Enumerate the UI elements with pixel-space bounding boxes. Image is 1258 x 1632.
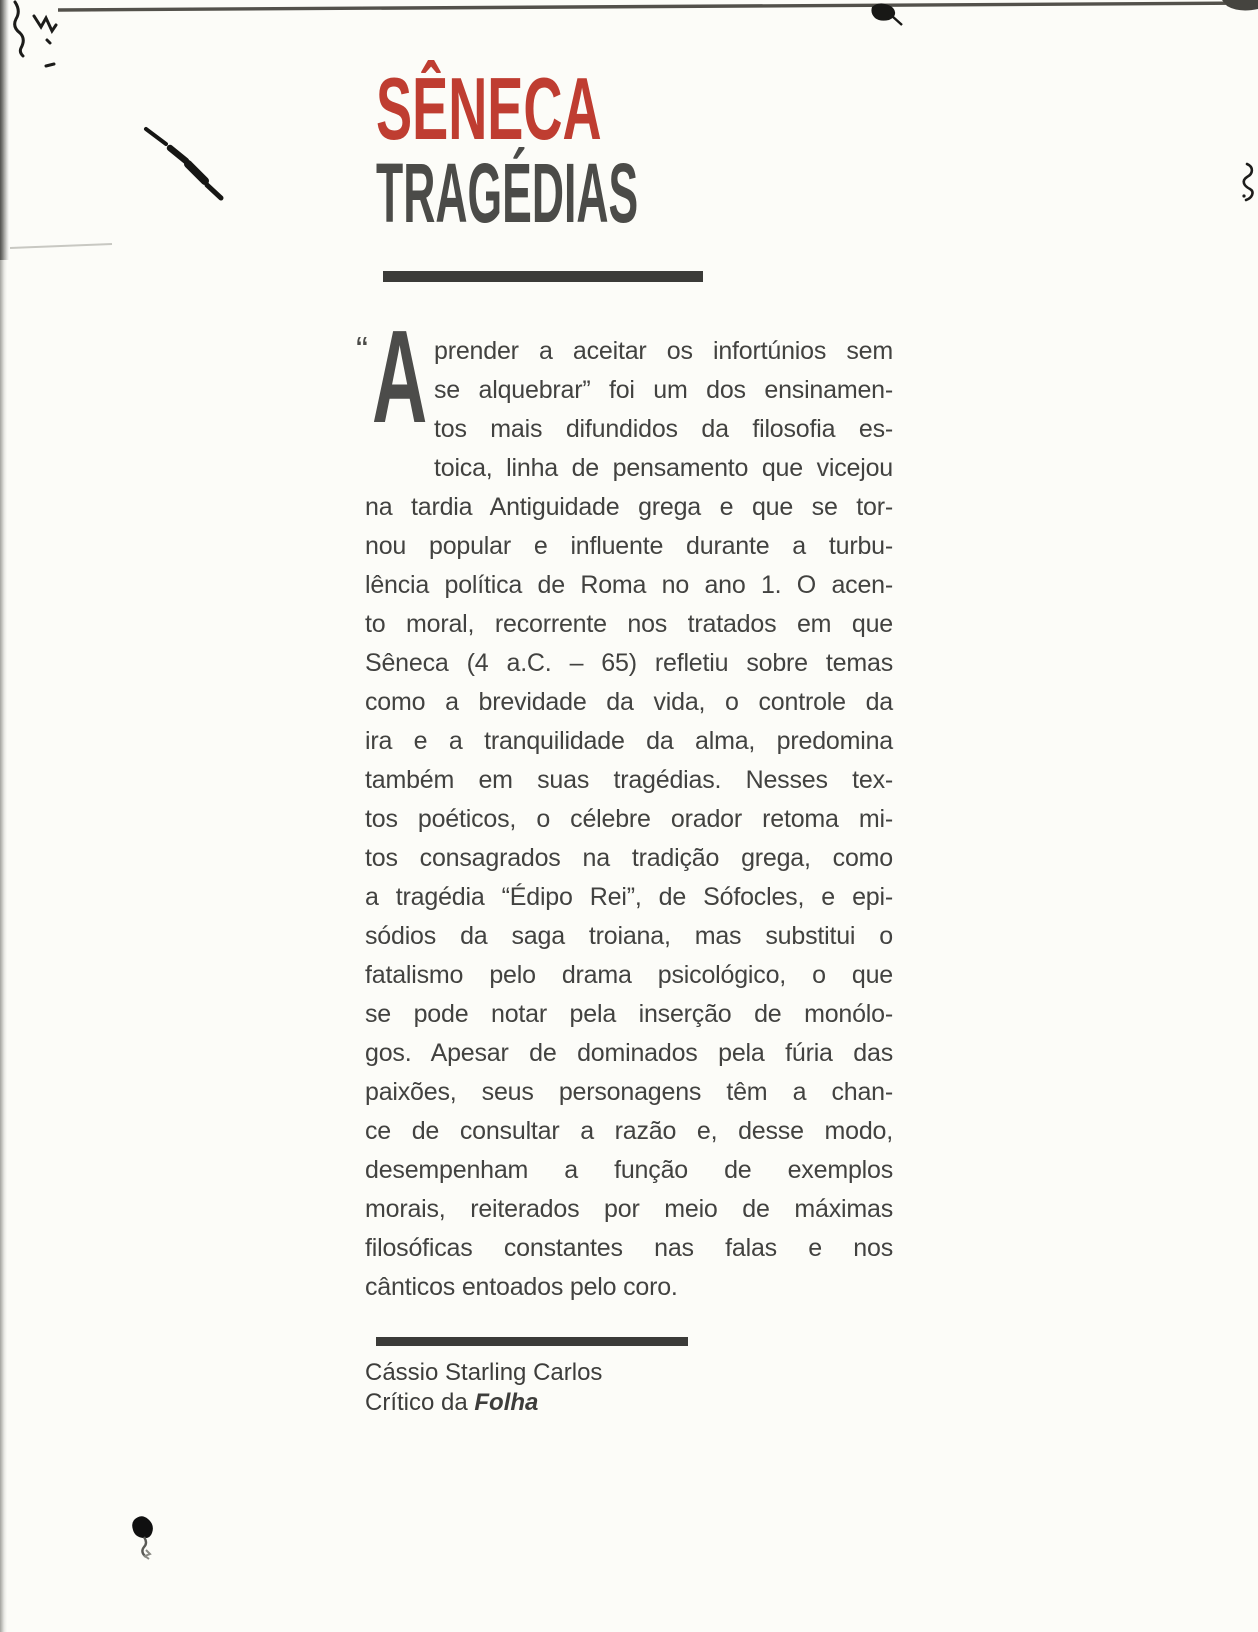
byline-role-text: Crítico da	[365, 1389, 475, 1416]
book-subtitle: TRAGÉDIAS	[376, 146, 639, 240]
book-title: SÊNECA	[376, 59, 602, 158]
body-line: filosóficas constantes nas falas e nos	[365, 1234, 893, 1262]
body-line: lência política de Roma no ano 1. O acen-	[365, 571, 893, 599]
body-line: a tragédia “Édipo Rei”, de Sófocles, e epi-	[365, 883, 893, 911]
title-divider-rule	[383, 271, 703, 282]
body-line: também em suas tragédias. Nesses tex-	[365, 766, 893, 794]
body-line: gos. Apesar de dominados pela fúria das	[365, 1039, 893, 1067]
byline-role	[365, 1388, 602, 1418]
body-line: toica, linha de pensamento que vicejou	[434, 454, 893, 482]
body-line: tos poéticos, o célebre orador retoma mi-	[365, 805, 893, 833]
body-line: fatalismo pelo drama psicológico, o que	[365, 961, 893, 989]
body-line: nou popular e influente durante a turbu-	[365, 532, 893, 560]
pen-scribble-artifact	[15, 2, 56, 66]
ink-blot-bottom-artifact	[132, 1516, 153, 1559]
byline-divider-rule	[376, 1337, 688, 1346]
body-line: Sêneca (4 a.C. – 65) refletiu sobre temas	[365, 649, 893, 677]
faint-crease-line	[10, 244, 112, 248]
edge-squiggle-artifact	[1242, 164, 1252, 200]
body-line: se alquebrar” foi um dos ensinamen-	[434, 376, 893, 404]
body-line: se pode notar pela inserção de monólo-	[365, 1000, 893, 1028]
body-line: paixões, seus personagens têm a chan-	[365, 1078, 893, 1106]
publication-name: Folha	[474, 1389, 539, 1416]
ink-blob-top-artifact	[871, 3, 902, 25]
body-line: desempenham a função de exemplos	[365, 1156, 893, 1184]
review-text	[356, 303, 893, 1307]
byline-author: Cássio Starling Carlos	[365, 1359, 603, 1386]
body-line: prender a aceitar os infortúnios sem	[434, 337, 893, 365]
body-line: to moral, recorrente nos tratados em que	[365, 610, 893, 638]
body-line: como a brevidade da vida, o controle da	[365, 688, 893, 716]
body-line: tos consagrados na tradição grega, como	[365, 844, 893, 872]
scan-top-edge-line	[58, 3, 1258, 10]
ink-streak-artifact	[146, 129, 221, 198]
opening-quote-mark: “	[356, 329, 368, 370]
body-line: morais, reiterados por meio de máximas	[365, 1195, 893, 1223]
drop-cap-block	[356, 303, 429, 450]
byline	[365, 1358, 602, 1418]
body-line: sódios da saga troiana, mas substitui o	[365, 922, 893, 950]
body-line: ira e a tranquilidade da alma, predomina	[365, 727, 893, 755]
drop-cap-letter: A	[372, 303, 428, 450]
body-line: na tardia Antiguidade grega e que se tor-	[365, 493, 893, 521]
body-line: ce de consultar a razão e, desse modo,	[365, 1117, 893, 1145]
body-line: tos mais difundidos da filosofia es-	[434, 415, 893, 443]
scan-edge-shadow-top	[0, 0, 9, 260]
body-line: cânticos entoados pelo coro.	[365, 1273, 678, 1301]
corner-smudge-artifact	[1222, 0, 1258, 10]
